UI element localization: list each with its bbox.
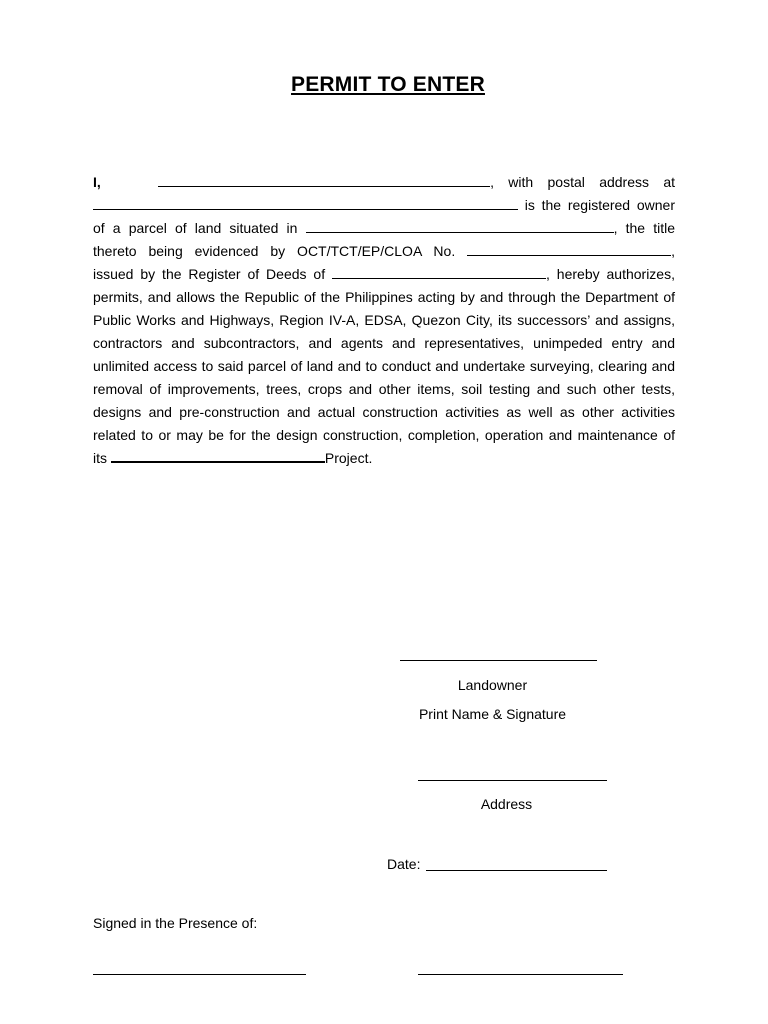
body-line-10: removal of improvements, trees, crops and other items, soil testing and such other tests, [93, 381, 675, 397]
body-line-2 [93, 194, 675, 217]
body-line-3 [93, 217, 675, 240]
body-line-7: Public Works and Highways, Region IV-A, EDSA, Quezon City, its successors’ and assigns, [93, 312, 675, 328]
date-line[interactable] [426, 870, 607, 871]
title-number-blank[interactable] [467, 241, 671, 256]
landowner-signature-line[interactable] [400, 660, 597, 661]
body-line-5 [93, 263, 675, 286]
landowner-label: Landowner [457, 677, 528, 693]
land-location-blank[interactable] [306, 218, 614, 233]
body-line-1 [93, 171, 675, 194]
address-label: Address [480, 796, 533, 812]
body-text-4b: , [671, 243, 675, 259]
body-text-4a: thereto being evidenced by OCT/TCT/EP/CLOA No. [93, 243, 456, 259]
witness-2-signature-line[interactable] [418, 974, 623, 975]
body-line-6: permits, and allows the Republic of the Philippines acting by and through the Department of [93, 289, 675, 305]
document-title: PERMIT TO ENTER [291, 73, 485, 96]
postal-address-blank[interactable] [93, 195, 518, 210]
body-text-5a: issued by the Register of Deeds of [93, 266, 326, 282]
date-label: Date: [387, 856, 421, 872]
body-text-5b: , hereby authorizes, [546, 266, 675, 282]
body-text-1: , with postal address at [490, 174, 675, 190]
body-line-11: designs and pre-construction and actual construction activities as well as other activities [93, 404, 675, 420]
body-text-3b: , the title [613, 220, 676, 236]
body-text-3a: of a parcel of land situated in [93, 220, 298, 236]
body-line-12: related to or may be for the design construction, completion, operation and maintenance of [93, 427, 675, 443]
print-name-signature-label: Print Name & Signature [418, 706, 567, 722]
body-text-13b: Project. [324, 450, 373, 466]
address-line[interactable] [418, 780, 607, 781]
register-of-deeds-blank[interactable] [332, 264, 546, 279]
owner-name-blank[interactable] [158, 172, 490, 187]
body-line-13 [93, 447, 675, 470]
body-text-13a: its [93, 450, 107, 466]
body-text-2: is the registered owner [518, 197, 675, 213]
permit-body [93, 171, 675, 470]
body-line-8: contractors and subcontractors, and agents and representatives, unimpeded entry and [93, 335, 675, 351]
body-line-4 [93, 240, 675, 263]
pronoun-i: I, [93, 174, 101, 190]
witness-1-signature-line[interactable] [93, 974, 306, 975]
body-line-9: unlimited access to said parcel of land and to conduct and undertake surveying, clearing and [93, 358, 675, 374]
witness-label: Signed in the Presence of: [93, 915, 258, 931]
project-name-blank[interactable] [111, 447, 325, 463]
